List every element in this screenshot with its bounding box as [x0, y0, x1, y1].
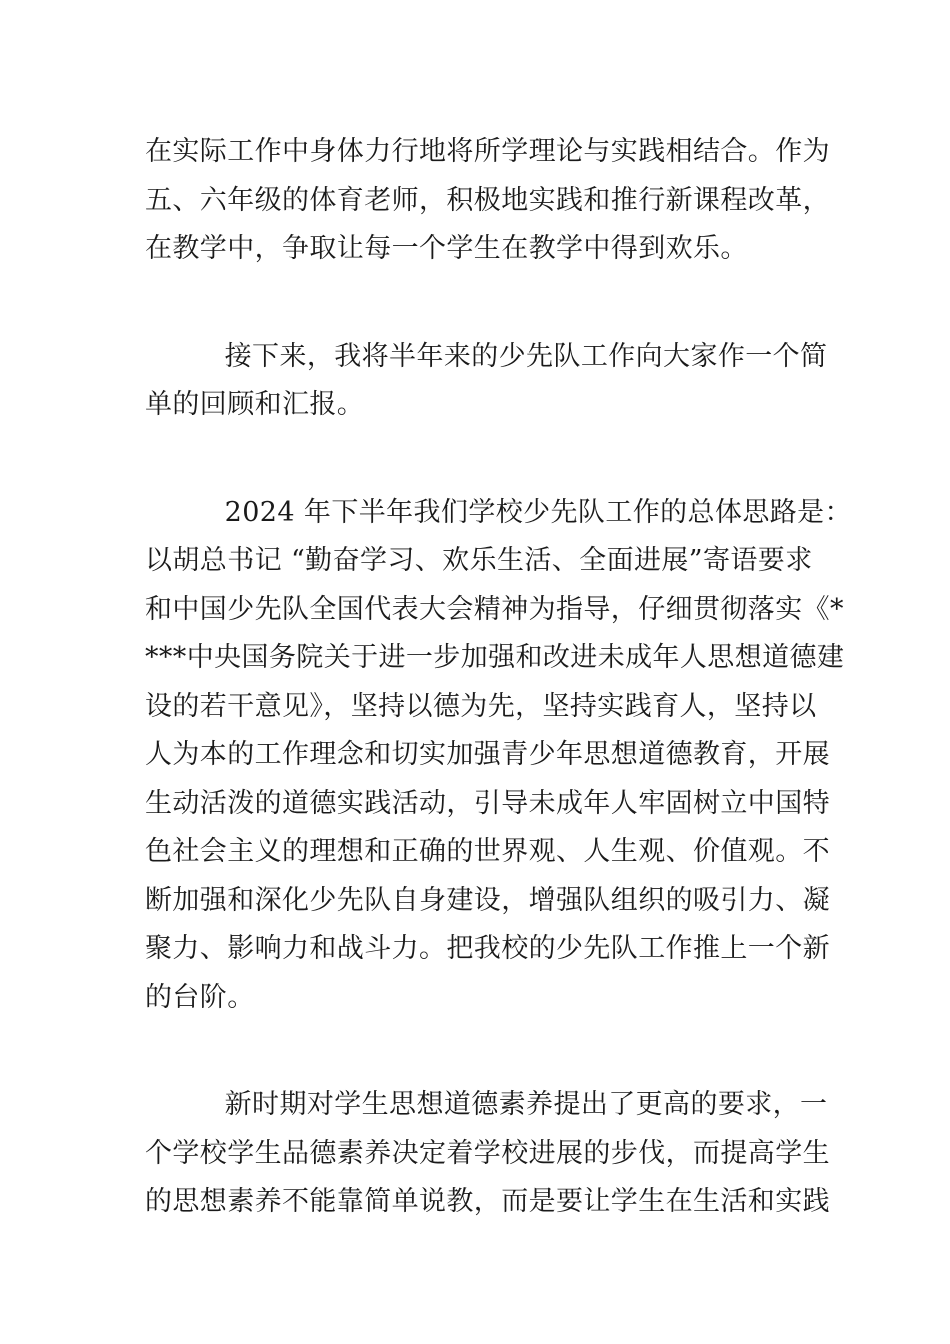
text-line: ***中央国务院关于进一步加强和改进未成年人思想道德建: [145, 642, 845, 673]
text-line: 的思想素养不能靠简单说教，而是要让学生在生活和实践: [145, 1186, 830, 1217]
text-line: 单的回顾和汇报。: [145, 389, 365, 420]
text-line: 断加强和深化少先队自身建设，增强队组织的吸引力、凝: [145, 884, 830, 916]
text-line: 色社会主义的理想和正确的世界观、人生观、价值观。不: [145, 836, 830, 867]
text-line: 2024 年下半年我们学校少先队工作的总体思路是：: [224, 496, 852, 528]
text-line: 在教学中，争取让每一个学生在教学中得到欢乐。: [145, 233, 748, 264]
text-line: 接下来，我将半年来的少先队工作向大家作一个简: [224, 340, 828, 372]
paragraph-1: [145, 128, 830, 274]
document-body: [145, 128, 852, 1286]
text-line: 人为本的工作理念和切实加强青少年思想道德教育，开展: [145, 739, 830, 770]
text-line: 以胡总书记 “勤奋学习、欢乐生活、全面进展”寄语要求: [145, 545, 813, 576]
text-line: 五、六年级的体育老师，积极地实践和推行新课程改革，: [145, 184, 830, 216]
text-line: 个学校学生品德素养决定着学校进展的步伐，而提高学生: [145, 1137, 830, 1169]
text-line: 聚力、影响力和战斗力。把我校的少先队工作推上一个新: [145, 933, 830, 964]
text-line: 新时期对学生思想道德素养提出了更高的要求，一: [224, 1089, 828, 1120]
paragraph-4: [145, 1081, 830, 1227]
text-line: 在实际工作中身体力行地将所学理论与实践相结合。作为: [145, 136, 830, 167]
paragraph-2: [145, 333, 828, 430]
text-line: 生动活泼的道德实践活动，引导未成年人牢固树立中国特: [145, 787, 830, 819]
text-line: 和中国少先队全国代表大会精神为指导，仔细贯彻落实《*: [145, 593, 844, 625]
paragraph-3: [145, 489, 852, 1023]
text-line: 的台阶。: [145, 981, 255, 1013]
text-line: 设的若干意见》，坚持以德为先，坚持实践育人，坚持以: [145, 690, 817, 722]
